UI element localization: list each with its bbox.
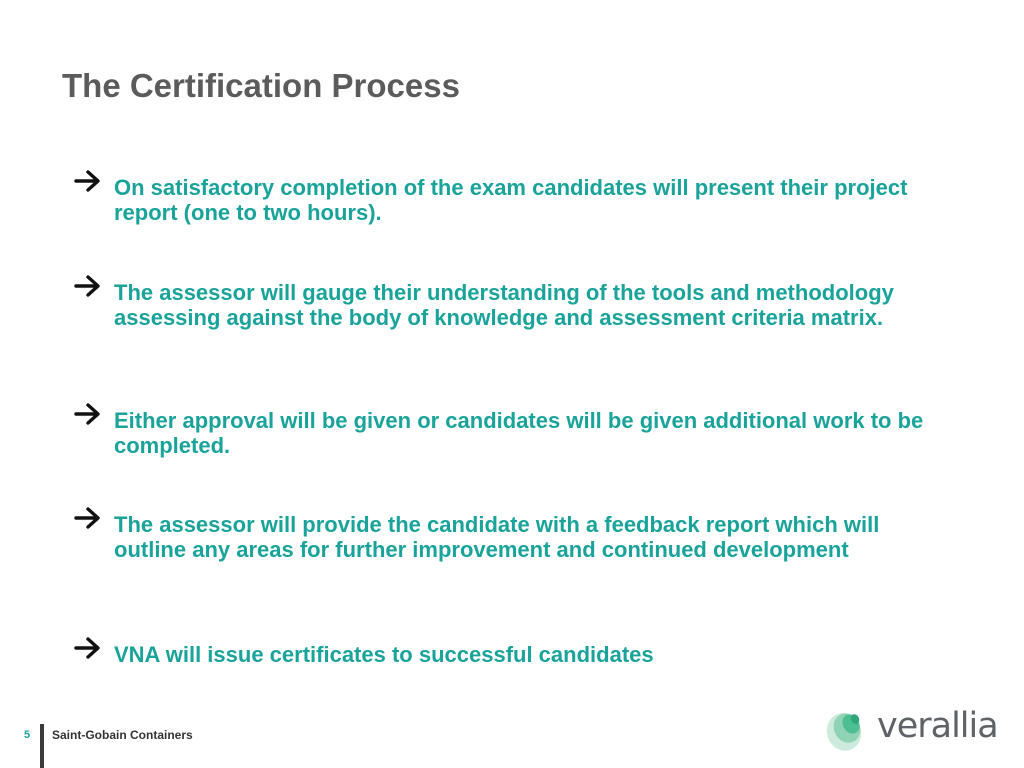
page-number: 5 — [24, 729, 31, 741]
verallia-logo — [822, 700, 998, 760]
slide-title: The Certification Process — [62, 67, 460, 104]
bullet-text: The assessor will gauge their understanding of the tools and methodology assessing against the body of knowledge and assessment criteria matrix. — [114, 280, 894, 330]
bullet-text: VNA will issue certificates to successful candidates — [114, 642, 654, 667]
right-arrow-icon — [74, 273, 104, 299]
verallia-logo-icon — [822, 702, 878, 758]
footer-company: Saint-Gobain Containers — [52, 728, 193, 742]
footer-divider — [40, 724, 44, 768]
bullet-text: On satisfactory completion of the exam candidates will present their project report (one to two hours). — [114, 175, 908, 225]
bullet-text: The assessor will provide the candidate with a feedback report which will outline any areas for further improvement and continued development — [114, 512, 880, 562]
right-arrow-icon — [74, 635, 104, 661]
right-arrow-icon — [74, 401, 104, 427]
bullet-text: Either approval will be given or candidates will be given additional work to be completed. — [114, 408, 924, 458]
right-arrow-icon — [74, 505, 104, 531]
logo-text: verallia — [877, 706, 998, 746]
right-arrow-icon — [74, 168, 104, 194]
